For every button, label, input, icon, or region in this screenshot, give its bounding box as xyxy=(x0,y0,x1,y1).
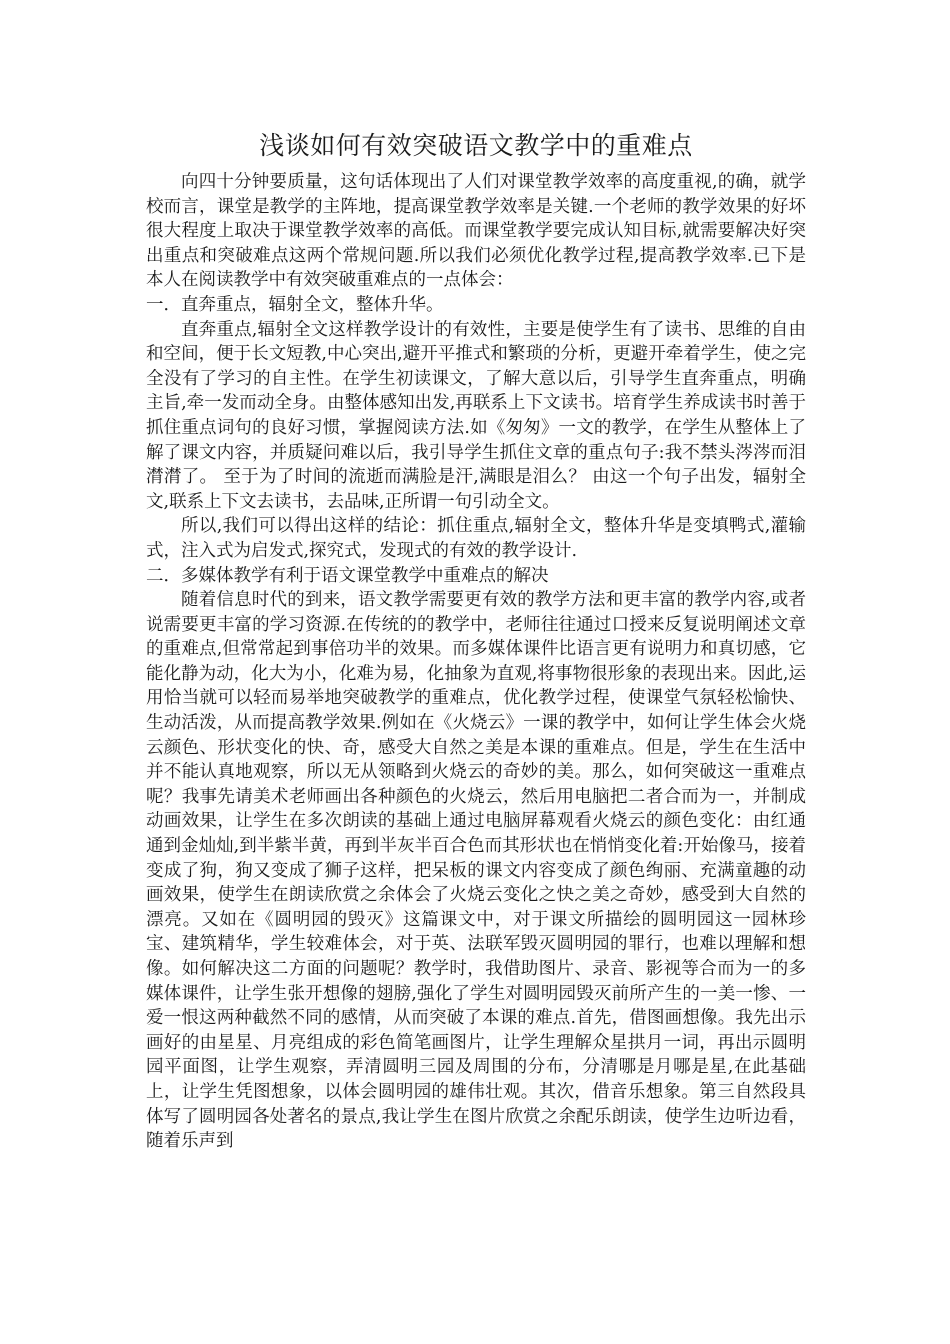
section-heading-1: 一．直奔重点，辐射全文，整体升华。 xyxy=(146,294,444,315)
document-body xyxy=(146,170,806,1154)
document-title: 浅谈如何有效突破语文教学中的重难点 xyxy=(259,131,693,160)
section-heading-2: 二．多媒体教学有利于语文课堂教学中重难点的解决 xyxy=(146,565,549,586)
document-page xyxy=(146,128,806,1154)
paragraph-intro: 向四十分钟要质量，这句话体现出了人们对课堂教学效率的高度重视,的确，就学校而言，课堂是教学的主阵地，提高课堂教学效率是关键.一个老师的教学效果的好坏很大程度上取决于课堂教学效率的高低。而课堂教学要完成认知目标,就需要解决好突出重点和突破难点这两个常规问题.所以我们必须优化教学过程,提高教学效率.已下是本人在阅读教学中有效突破重难点的一点体会： xyxy=(146,172,806,291)
paragraph-section-1-a: 直奔重点,辐射全文这样教学设计的有效性，主要是使学生有了读书、思维的自由和空间，便于长文短教,中心突出,避开平推式和繁琐的分析，更避开牵着学生，使之完全没有了学习的自主性。在学生初读课文，了解大意以后，引导学生直奔重点，明确主旨,牵一发而动全身。由整体感知出发,再联系上下文读书。培育学生养成读书时善于抓住重点词句的良好习惯，掌握阅读方法.如《匆匆》一文的教学，在学生从整体上了解了课文内容，并质疑问难以后，我引导学生抓住文章的重点句子:我不禁头涔涔而泪潸潸了。 至于为了时间的流逝而满脸是汗,满眼是泪么？ 由这一个句子出发，辐射全文,联系上下文去读书，去品味,正所谓一句引动全文。 xyxy=(146,319,806,512)
paragraph-section-2: 随着信息时代的到来，语文教学需要更有效的教学方法和更丰富的教学内容,或者说需要更丰富的学习资源.在传统的的教学中，老师往往通过口授来反复说明阐述文章的重难点,但常常起到事倍功半的效果。而多媒体课件比语言更有说明力和真切感，它能化静为动，化大为小，化难为易，化抽象为直观,将事物很形象的表现出来。因此,运用恰当就可以轻而易举地突破教学的重难点，优化教学过程，使课堂气氛轻松愉快、生动活泼，从而提高教学效果.例如在《火烧云》一课的教学中，如何让学生体会火烧云颜色、形状变化的快、奇，感受大自然之美是本课的重难点。但是，学生在生活中并不能认真地观察，所以无从领略到火烧云的奇妙的美。那么，如何突破这一重难点呢？我事先请美术老师画出各种颜色的火烧云，然后用电脑把二者合而为一，并制成动画效果，让学生在多次朗读的基础上通过电脑屏幕观看火烧云的颜色变化：由红通通到金灿灿,到半紫半黄，再到半灰半百合色而其形状也在悄悄变化着:开始像马，接着变成了狗，狗又变成了狮子这样，把呆板的课文内容变成了颜色绚丽、充满童趣的动画效果，使学生在朗读欣赏之余体会了火烧云变化之快之美之奇妙，感受到大自然的漂亮。又如在《圆明园的毁灭》这篇课文中，对于课文所描绘的圆明园这一园林珍宝、建筑精华，学生较难体会，对于英、法联军毁灭圆明园的罪行，也难以理解和想像。如何解决这二方面的问题呢？教学时，我借助图片、录音、影视等合而为一的多媒体课件，让学生张开想像的翅膀,强化了学生对圆明园毁灭前所产生的一美一惨、一爱一恨这两种截然不同的感情，从而突破了本课的难点.首先，借图画想像。我先出示画好的由星星、月亮组成的彩色简笔画图片，让学生理解众星拱月一词，再出示圆明园平面图，让学生观察，弄清圆明三园及周围的分布，分清哪是月哪是星,在此基础上，让学生凭图想象，以体会圆明园的雄伟壮观。其次，借音乐想象。第三自然段具体写了圆明园各处著名的景点,我让学生在图片欣赏之余配乐朗读，使学生边听边看，随着乐声到 xyxy=(146,590,806,1152)
paragraph-section-1-b: 所以,我们可以得出这样的结论：抓住重点,辐射全文，整体升华是变填鸭式,灌输式，注入式为启发式,探究式，发现式的有效的教学设计. xyxy=(146,516,806,561)
